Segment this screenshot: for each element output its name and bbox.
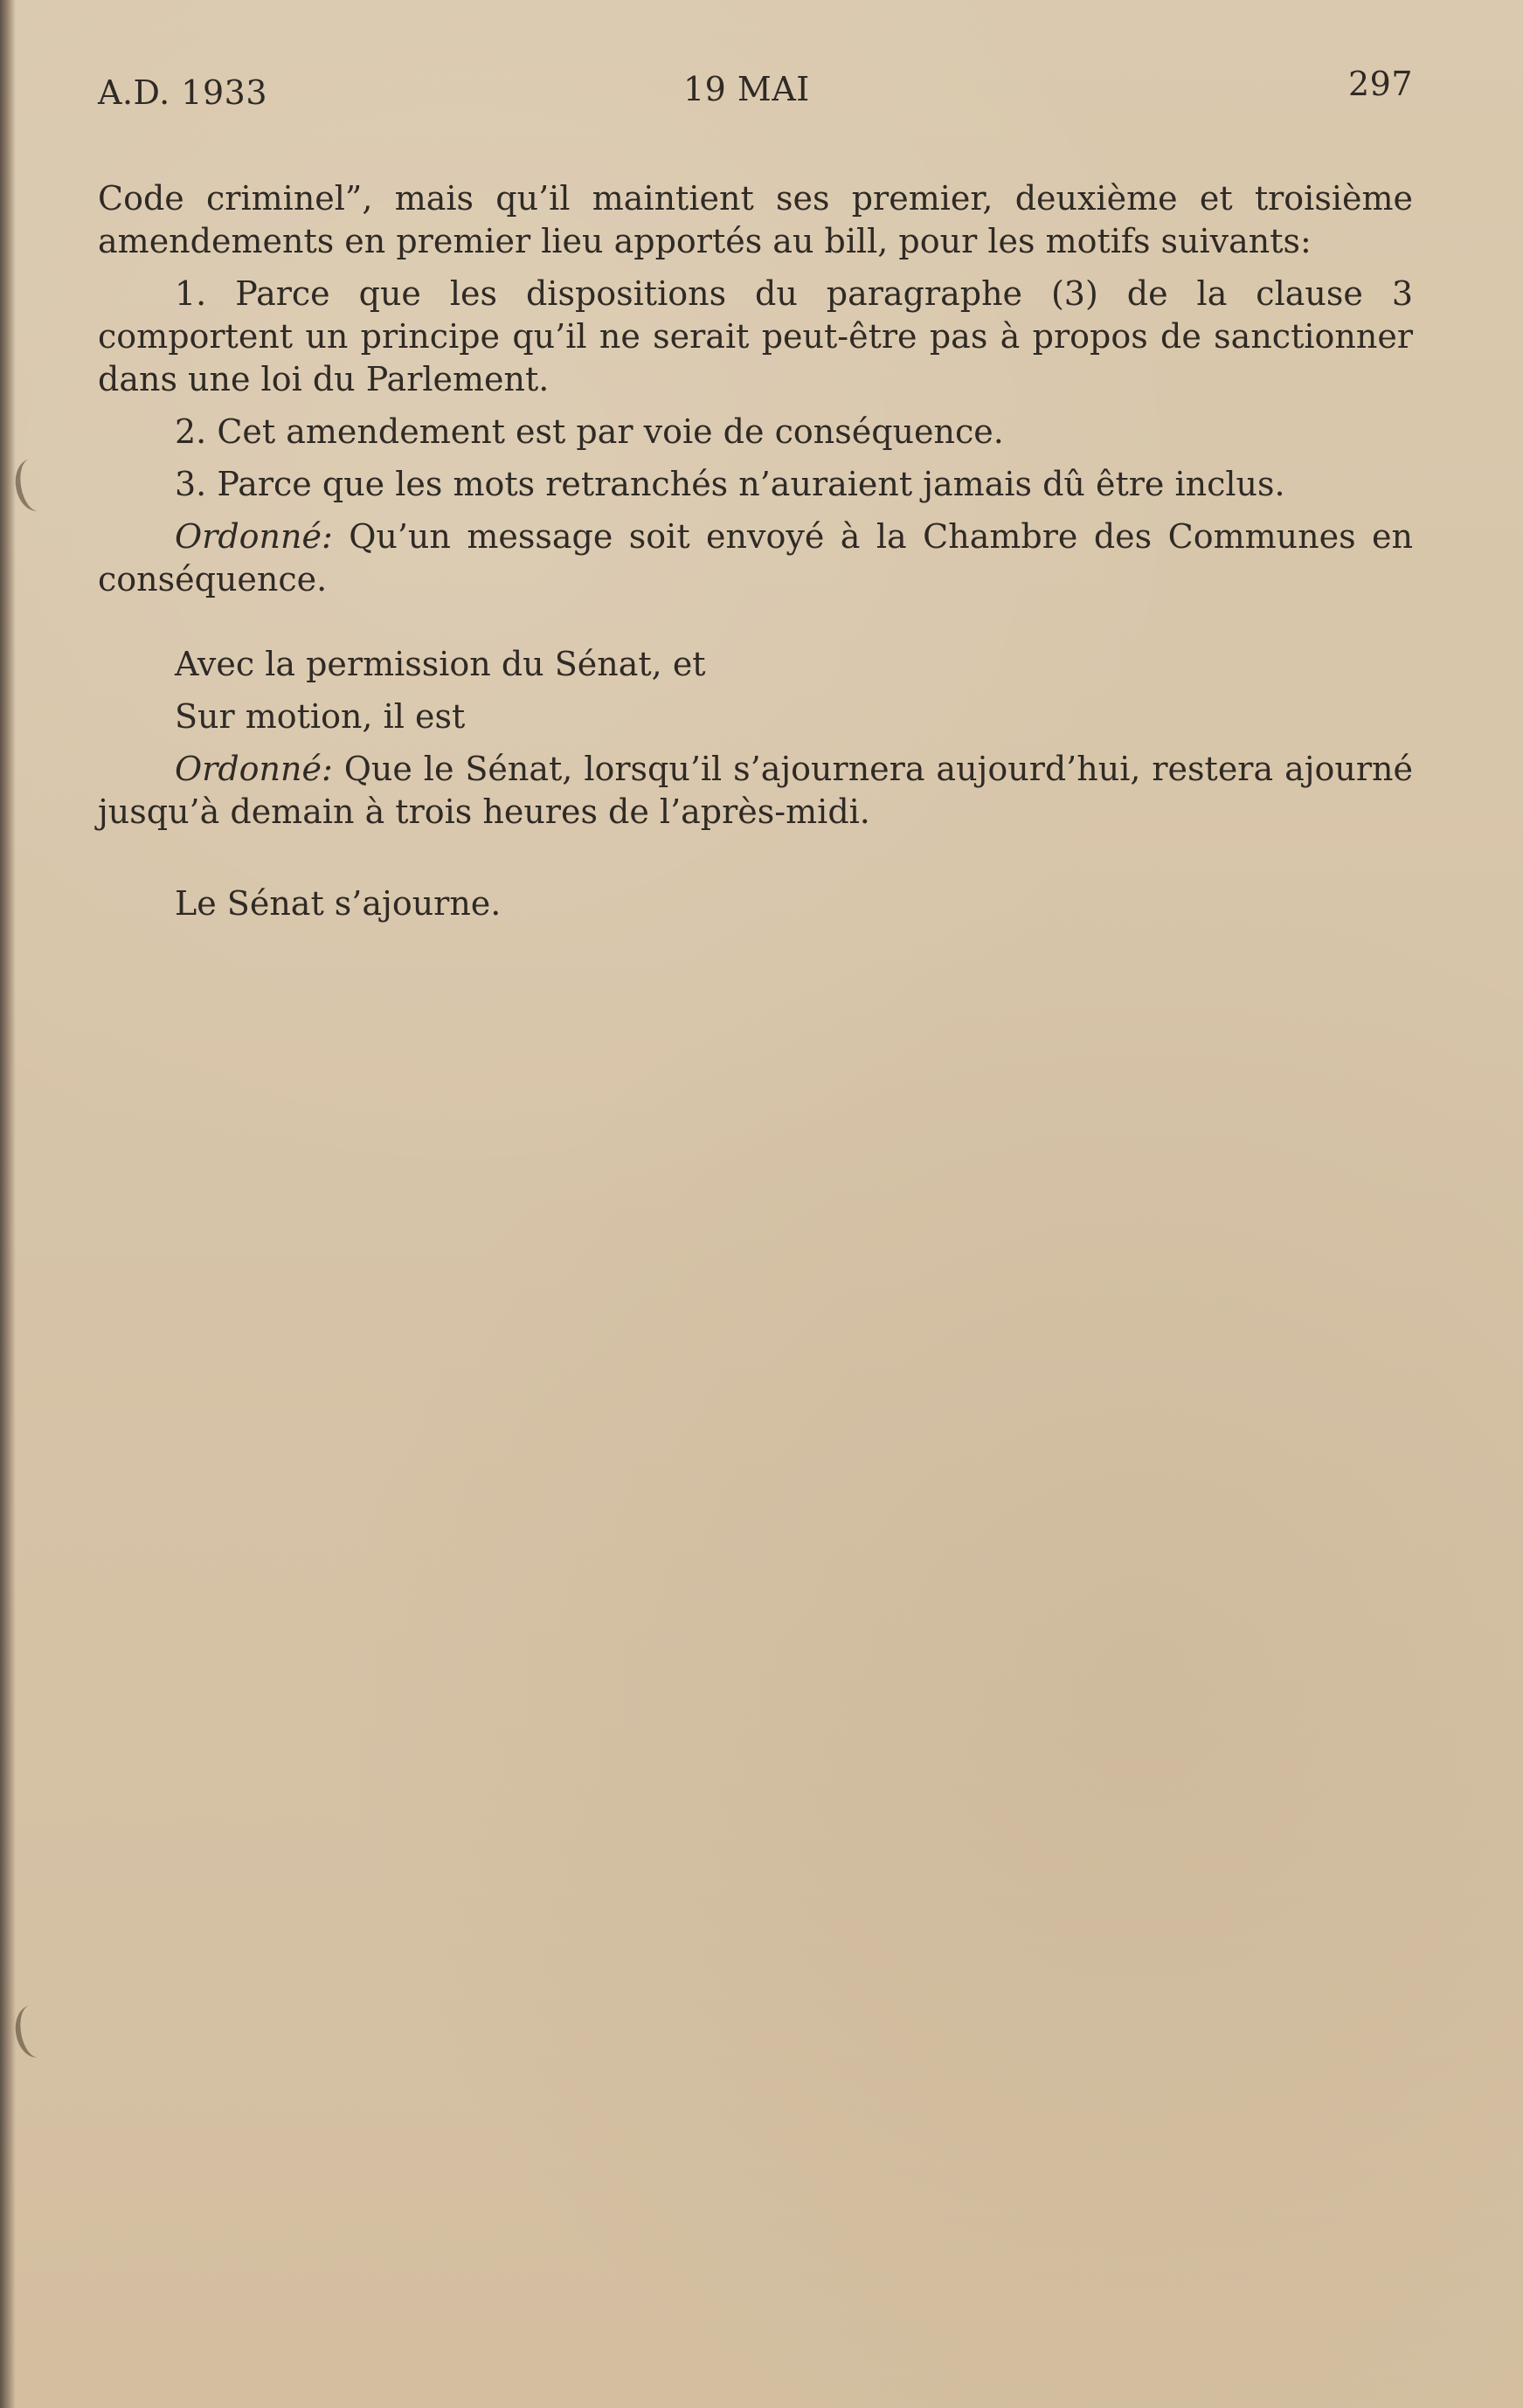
numbered-paragraph: 1. Parce que les dispositions du paragraphe (3) de la clause 3 comportent un principe qu’il ne serait peut-être pas à propos de sanctionner dans une loi du Parlement. (98, 274, 1413, 398)
page-number: 297 (1347, 65, 1413, 103)
order-label: Ordonné: (175, 750, 333, 788)
document-body (98, 177, 1413, 935)
margin-mark (11, 2003, 57, 2060)
page-header (98, 65, 1413, 122)
order-label: Ordonné: (175, 517, 333, 556)
header-date: 19 MAI (683, 70, 810, 108)
paragraph: Sur motion, il est (175, 697, 466, 736)
order-paragraph (98, 516, 1413, 601)
paragraph: Avec la permission du Sénat, et (175, 645, 706, 683)
order-text: Que le Sénat, lorsqu’il s’ajournera aujourd’hui, restera ajourné jusqu’à demain à trois heures de l’après-midi. (98, 750, 1413, 831)
order-paragraph (98, 748, 1413, 834)
numbered-paragraph: 2. Cet amendement est par voie de conséquence. (175, 412, 1004, 451)
numbered-paragraph: 3. Parce que les mots retranchés n’auraient jamais dû être inclus. (175, 465, 1285, 503)
margin-mark (11, 456, 57, 514)
order-text: Qu’un message soit envoyé à la Chambre des Communes en conséquence. (98, 517, 1413, 599)
closing-paragraph: Le Sénat s’ajourne. (175, 884, 502, 923)
header-year: A.D. 1933 (98, 73, 267, 112)
page-binding-edge (0, 0, 16, 2408)
paragraph: Code criminel”, mais qu’il maintient ses premier, deuxième et troisième amendements en premier lieu apportés au bill, pour les motifs suivants: (98, 179, 1413, 260)
